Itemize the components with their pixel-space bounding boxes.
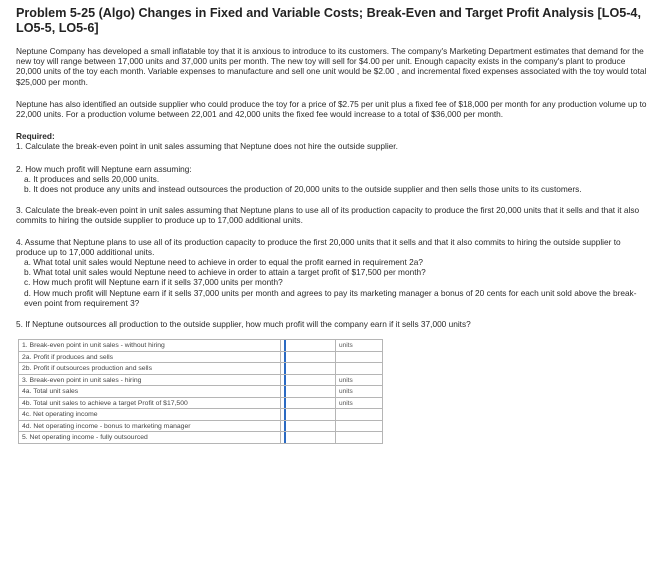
table-row <box>19 432 383 444</box>
table-row <box>19 409 383 421</box>
answer-table <box>18 339 383 444</box>
question-2 <box>16 164 651 195</box>
table-row <box>19 420 383 432</box>
question-3-text: 3. Calculate the break-even point in unit sales assuming that Neptune plans to use all of its production capacity to produce the first 20,000 units that it sells and that it also commits to hiring the outside supplier to produce up to 17,000 additional units. <box>16 205 640 226</box>
question-3 <box>16 205 651 225</box>
unit-label <box>336 432 383 444</box>
intro-paragraph: Neptune Company has developed a small inflatable toy that it is anxious to introduce to its customers. The company's Marketing Department estimates that demand for the new toy will range between 17,000 units and 37,000 units per month. The new toy will sell for $4.00 per unit. Enough capacity exists in the company's plant to produce 20,000 units of the toy each month. Variable expenses to manufacture and sell one unit would be $2.00 , and incremental fixed expenses associated with the toy would total $25,000 per month. <box>16 46 647 87</box>
unit-label <box>336 351 383 363</box>
question-5-text: 5. If Neptune outsources all production to the outside supplier, how much profit will the company earn if it sells 37,000 units? <box>16 319 471 330</box>
problem-title: Problem 5-25 (Algo) Changes in Fixed and Variable Costs; Break-Even and Target Profit Analysis [LO5-4, LO5-5, LO5-6] <box>16 6 641 35</box>
table-row <box>19 363 383 375</box>
answer-input-2a[interactable] <box>281 351 336 363</box>
answer-input-1[interactable] <box>281 340 336 352</box>
row-label: 4d. Net operating income - bonus to marketing manager <box>19 420 281 432</box>
question-4b: b. What total unit sales would Neptune need to achieve in order to attain a target profit of $17,500 per month? <box>24 267 426 278</box>
row-label: 5. Net operating income - fully outsourced <box>19 432 281 444</box>
table-row <box>19 374 383 386</box>
table-row <box>19 340 383 352</box>
answer-input-3[interactable] <box>281 374 336 386</box>
table-row <box>19 386 383 398</box>
unit-label: units <box>336 340 383 352</box>
question-5 <box>16 319 651 329</box>
unit-label <box>336 409 383 421</box>
answer-input-4d[interactable] <box>281 420 336 432</box>
row-label: 1. Break-even point in unit sales - without hiring <box>19 340 281 352</box>
row-label: 3. Break-even point in unit sales - hiring <box>19 374 281 386</box>
answer-input-4c[interactable] <box>281 409 336 421</box>
question-2b: b. It does not produce any units and instead outsources the production of 20,000 units to the outside supplier and then sells those units to its customers. <box>24 184 582 195</box>
question-1: 1. Calculate the break-even point in unit sales assuming that Neptune does not hire the outside supplier. <box>16 141 398 152</box>
question-4 <box>16 237 651 308</box>
question-4a: a. What total unit sales would Neptune need to achieve in order to equal the profit earned in requirement 2a? <box>24 257 423 268</box>
row-label: 2a. Profit if produces and sells <box>19 351 281 363</box>
row-label: 4b. Total unit sales to achieve a target Profit of $17,500 <box>19 397 281 409</box>
question-2-text: 2. How much profit will Neptune earn assuming: <box>16 163 192 174</box>
table-row <box>19 397 383 409</box>
row-label: 2b. Profit if outsources production and sells <box>19 363 281 375</box>
unit-label: units <box>336 397 383 409</box>
unit-label <box>336 363 383 375</box>
unit-label: units <box>336 374 383 386</box>
question-2a: a. It produces and sells 20,000 units. <box>24 173 160 184</box>
question-4c: c. How much profit will Neptune earn if it sells 37,000 units per month? <box>24 277 283 288</box>
required-heading: Required: <box>16 131 55 142</box>
question-4d: d. How much profit will Neptune earn if it sells 37,000 units per month and agrees to pay its marketing manager a bonus of 20 cents for each unit sold above the break-even point from requirement 3? <box>24 287 637 308</box>
supplier-paragraph: Neptune has also identified an outside supplier who could produce the toy for a price of $2.75 per unit plus a fixed fee of $18,000 per month for any production volume up to 22,000 units. For a production volume between 22,001 and 42,000 units the fixed fee would increase to a total of $36,000 per month. <box>16 98 647 120</box>
unit-label: units <box>336 386 383 398</box>
question-4-text: 4. Assume that Neptune plans to use all of its production capacity to produce the first 20,000 units that it sells and that it also commits to hiring the outside supplier to produce up to 17,000 additional units. <box>16 236 621 257</box>
required-section <box>16 131 651 151</box>
answer-input-4a[interactable] <box>281 386 336 398</box>
row-label: 4a. Total unit sales <box>19 386 281 398</box>
answer-input-5[interactable] <box>281 432 336 444</box>
table-row <box>19 351 383 363</box>
unit-label <box>336 420 383 432</box>
row-label: 4c. Net operating income <box>19 409 281 421</box>
answer-input-2b[interactable] <box>281 363 336 375</box>
answer-input-4b[interactable] <box>281 397 336 409</box>
